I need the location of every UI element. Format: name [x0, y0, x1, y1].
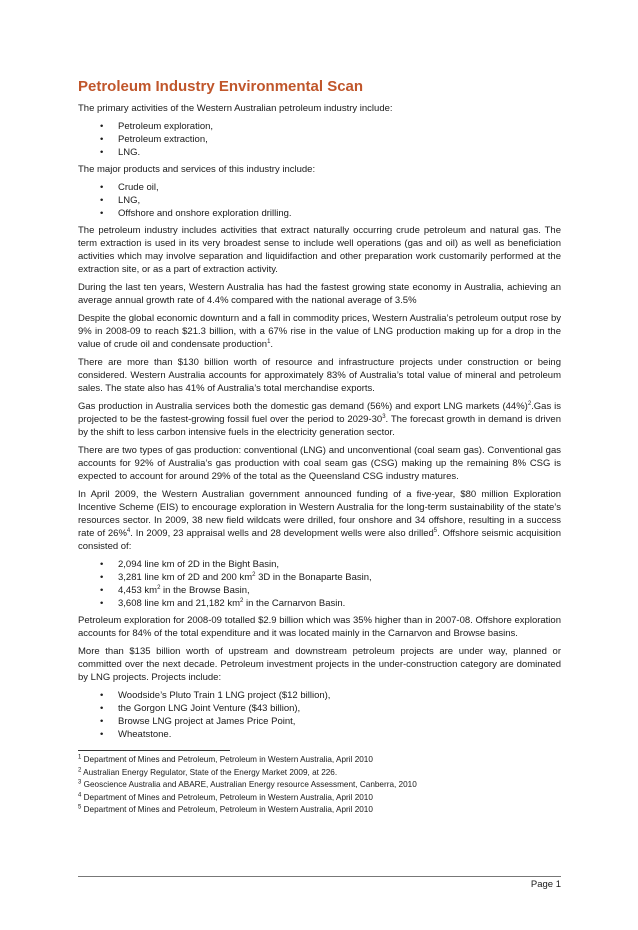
products-list	[78, 181, 561, 220]
footnote-ref: 5	[433, 527, 438, 534]
paragraph-exploration-spend: Petroleum exploration for 2008-09 totalled $2.9 billion which was 35% higher than in 2007-08. Offshore exploration accounts for 84% of the total expenditure and it was located mainly in the Carnarvon and Browse basins.	[78, 615, 561, 639]
paragraph-text: .Gas is projected to be the fastest-growing fossil fuel over the period to 2029-30	[78, 401, 561, 425]
paragraph-text: . Offshore seismic acquisition consisted of:	[78, 528, 561, 552]
list-item: • 3,608 line km and 21,182 $km^2$ in the Carnarvon Basin.	[78, 597, 561, 610]
footnotes	[78, 754, 561, 817]
list-item: • 2,094 line km of 2D in the Bight Basin,	[78, 558, 561, 571]
seismic-list	[78, 558, 561, 610]
list-item: • Offshore and onshore exploration drilling.	[78, 207, 561, 220]
footnote-ref: 2	[527, 400, 532, 407]
footnote: $^4$ Department of Mines and Petroleum, Petroleum in Western Australia, April 2010	[78, 791, 373, 802]
list-item: • Crude oil,	[78, 181, 561, 194]
list-item: • Petroleum exploration,	[78, 120, 561, 133]
paragraph-projects: There are more than $130 billion worth of resource and infrastructure projects under construction or being considered. Western Australia accounts for approximately 83% of Australia’s total value of mineral and petroleum sales. The state also has 41% of Australia’s total merchandise exports.	[78, 357, 561, 394]
paragraph-text: Gas production in Australia services both the domestic gas demand (56%) and export LNG markets (44%)	[78, 401, 528, 412]
footnote: $^2$ Australian Energy Regulator, State of the Energy Market 2009, at 226.	[78, 766, 338, 777]
page-number: Page 1	[530, 879, 561, 890]
paragraph-extraction: The petroleum industry includes activities that extract naturally occurring crude petroleum and natural gas. The term extraction is used in its very broadest sense to include well operations (gas and oil) as well as beneficiation activities which may involve separation and liquidifaction and other preparation work customarily performed at the extraction site, or as a part of extraction activity.	[78, 225, 561, 275]
footnote: $^1$ Department of Mines and Petroleum, Petroleum in Western Australia, April 2010	[78, 754, 373, 764]
footnote: $^3$ Geoscience Australia and ABARE, Australian Energy resource Assessment, Canberra, 2010	[78, 779, 417, 789]
list-item: • the Gorgon LNG Joint Venture ($43 billion),	[78, 702, 561, 715]
paragraph-text: . In 2009, 23 appraisal wells and 28 development wells were also drilled	[130, 528, 434, 539]
footnote: $^5$ Department of Mines and Petroleum, Petroleum in Western Australia, April 2010	[78, 804, 373, 814]
list-item: • Wheatstone.	[78, 728, 561, 741]
paragraph-text: .	[270, 339, 274, 350]
footnote-ref: 3	[382, 413, 386, 420]
list-item: • LNG,	[78, 194, 561, 207]
page-title: Petroleum Industry Environmental Scan	[78, 78, 364, 95]
list-item: • 4,453 $km^2$ in the Browse Basin,	[78, 584, 561, 597]
footnote-ref: 1	[267, 338, 271, 345]
list-item: • Petroleum extraction,	[78, 133, 561, 146]
paragraph-gas-types: There are two types of gas production: conventional (LNG) and unconventional (coal seam gas). Conventional gas accounts for 92% of Australia’s gas production with coal seam gas (CSG) making up the remaining 8% CSG is expected to account for around 29% of the total as the Queensland CSG industry matures.	[78, 445, 561, 482]
intro-activities: The primary activities of the Western Australian petroleum industry include:	[78, 103, 393, 114]
document-page	[78, 78, 561, 817]
paragraph-output	[78, 312, 561, 351]
list-item: • Woodside’s Pluto Train 1 LNG project ($12 billion),	[78, 689, 561, 702]
list-item: • LNG.	[78, 146, 561, 159]
paragraph-text: . The forecast growth in demand is driven by the shift to less carbon intensive fuels in the electricity generation sector.	[78, 414, 561, 438]
paragraph-gas-production	[78, 400, 561, 439]
projects-list	[78, 689, 561, 741]
paragraph-text: In April 2009, the Western Australian government announced funding of a five-year, $80 million Exploration Incentive Scheme (EIS) to encourage exploration in Western Australia for the long-term sustainability of the state’s resources sector. In 2009, 38 new field wildcats were drilled, four onshore and 34 offshore, resulting in a success rate of 26%	[78, 489, 561, 539]
paragraph-eis	[78, 488, 561, 553]
paragraph-text: Despite the global economic downturn and a fall in commodity prices, Western Australia’s petroleum output rose by 9% in 2008-09 to reach $21.3 billion, with a 67% rise in the value of LNG production making up for a drop in the value of crude oil and condensate production	[78, 313, 561, 350]
list-item: • Browse LNG project at James Price Point,	[78, 715, 561, 728]
paragraph-growth: During the last ten years, Western Australia has had the fastest growing state economy in Australia, achieving an average annual growth rate of 4.4% compared with the national average of 3.5%	[78, 282, 561, 306]
paragraph-investment: More than $135 billion worth of upstream and downstream petroleum projects are under way, planned or committed over the next decade. Petroleum investment projects in the under-construction category are dominated by LNG projects. Projects include:	[78, 646, 561, 683]
footnote-divider	[78, 750, 230, 751]
list-item: • 3,281 line km of 2D and 200 $km^2$ 3D in the Bonaparte Basin,	[78, 571, 561, 584]
page-footer	[78, 876, 561, 890]
intro-products: The major products and services of this industry include:	[78, 164, 316, 175]
activities-list	[78, 120, 561, 159]
footnote-ref: 4	[126, 527, 131, 534]
